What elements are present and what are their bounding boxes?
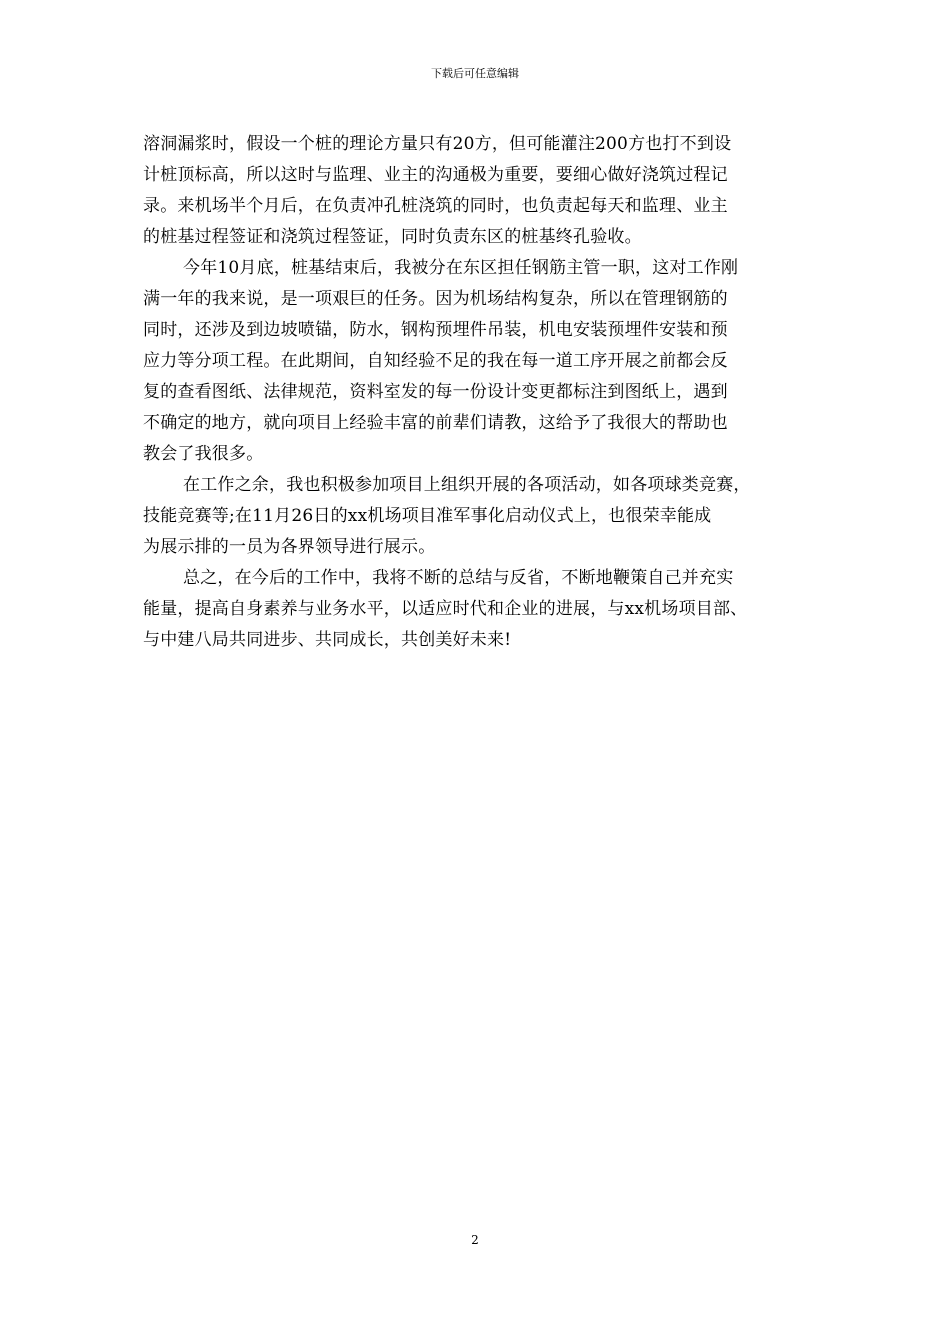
paragraph-first-line: 总之，在今后的工作中，我将不断的总结与反省，不断地鞭策自己并充实 [183, 568, 734, 588]
page-header: 下载后可任意编辑 [431, 67, 519, 80]
page-number: 2 [471, 1233, 479, 1247]
text-line: 技能竞赛等;在11月26日的xx机场项目准军事化启动仪式上，也很荣幸能成 [143, 506, 712, 526]
paragraph-first-line: 今年10月底，桩基结束后，我被分在东区担任钢筋主管一职，这对工作刚 [183, 258, 739, 278]
text-line: 的桩基过程签证和浇筑过程签证，同时负责东区的桩基终孔验收。 [143, 227, 642, 247]
text-line: 与中建八局共同进步、共同成长，共创美好未来! [143, 630, 512, 650]
text-line: 能量，提高自身素养与业务水平，以适应时代和企业的进展，与xx机场项目部、 [143, 599, 748, 619]
text-line: 溶洞漏浆时，假设一个桩的理论方量只有20方，但可能灌注200方也打不到设 [143, 134, 732, 154]
paragraph-first-line: 在工作之余，我也积极参加项目上组织开展的各项活动，如各项球类竞赛， [183, 475, 751, 495]
text-line: 复的查看图纸、法律规范，资料室发的每一份设计变更都标注到图纸上，遇到 [143, 382, 728, 402]
text-line: 同时，还涉及到边坡喷锚，防水，钢构预埋件吊装，机电安装预埋件安装和预 [143, 320, 728, 340]
text-line: 满一年的我来说，是一项艰巨的任务。因为机场结构复杂，所以在管理钢筋的 [143, 289, 728, 309]
text-line: 不确定的地方，就向项目上经验丰富的前辈们请教，这给予了我很大的帮助也 [143, 413, 728, 433]
text-line: 教会了我很多。 [143, 444, 264, 464]
document-body [143, 129, 809, 656]
text-line: 计桩顶标高，所以这时与监理、业主的沟通极为重要，要细心做好浇筑过程记 [143, 165, 728, 185]
text-line: 应力等分项工程。在此期间，自知经验不足的我在每一道工序开展之前都会反 [143, 351, 728, 371]
text-line: 为展示排的一员为各界领导进行展示。 [143, 537, 436, 557]
text-line: 录。来机场半个月后，在负责冲孔桩浇筑的同时，也负责起每天和监理、业主 [143, 196, 728, 216]
